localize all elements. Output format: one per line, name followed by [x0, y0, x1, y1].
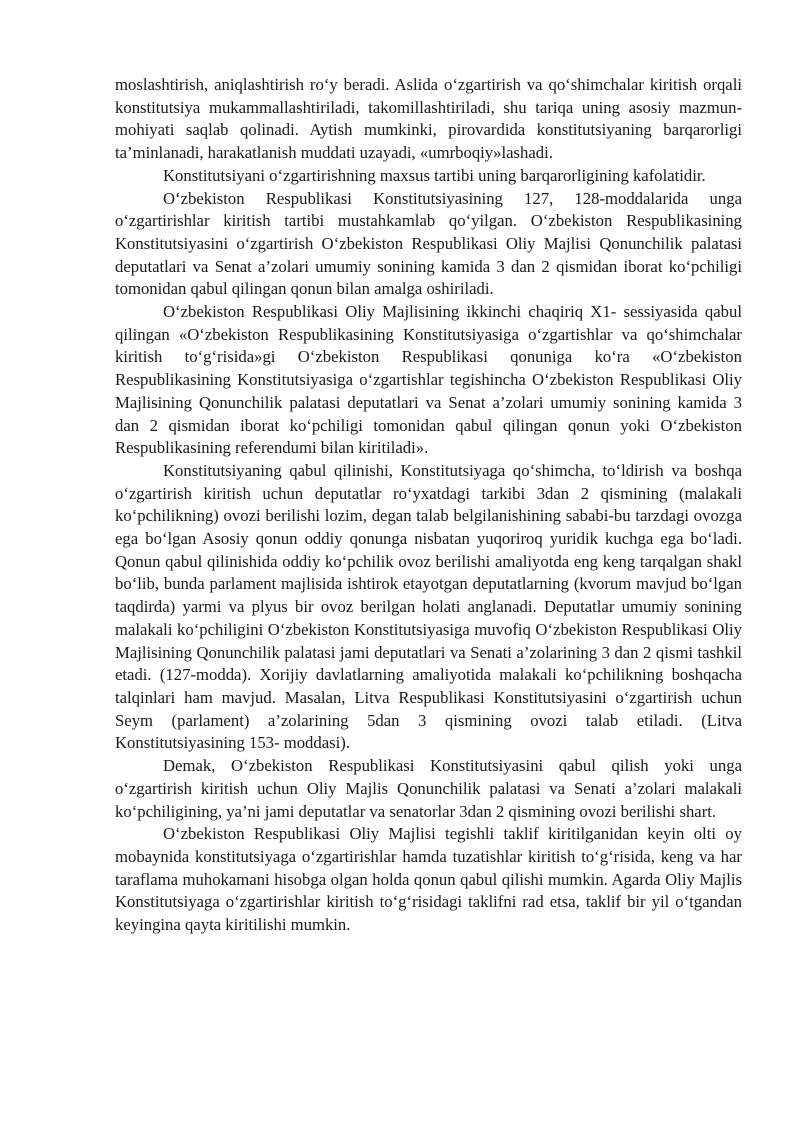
paragraph-7: O‘zbekiston Respublikasi Oliy Majlisi tegishli taklif kiritilganidan keyin olti oy mobaynida konstitutsiyaga o‘zgartirishlar hamda tuzatishlar kiritish to‘g‘risida, keng va har taraflama muhokamani hisobga olgan holda qonun qabul qilishi mumkin. Agarda Oliy Majlis Konstitutsiyaga o‘zgartirishlar kiritish to‘g‘risidagi taklifni rad etsa, taklif bir yil o‘tgandan keyingina qayta kiritilishi mumkin. — [115, 824, 742, 935]
paragraph-5: Konstitutsiyaning qabul qilinishi, Konstitutsiyaga qo‘shimcha, to‘ldirish va boshqa o‘zgartirish kiritish uchun deputatlar ro‘yxatdagi tarkibi 3dan 2 qismining (malakali ko‘pchilikning) ovozi berilishi lozim, degan talab belgilanishining sababi-bu tarzdagi ovozga ega bo‘lgan Asosiy qonun oddiy qonunga nisbatan yuqoriroq yuridik kuchga ega bo‘ladi. Qonun qabul qilinishida oddiy ko‘pchilik ovoz berilishi amaliyotda eng keng tarqalgan shakl bo‘lib, bunda parlament majlisida ishtirok etayotgan deputatlarning (kvorum mavjud bo‘lgan taqdirda) yarmi va plyus bir ovoz berilgan holati anglanadi. Deputatlar umumiy sonining malakali ko‘pchiligini O‘zbekiston Konstitutsiyasiga muvofiq O‘zbekiston Respublikasi Oliy Majlisining Qonunchilik palatasi jami deputatlari va Senati a’zolarining 3 dan 2 qismi tashkil etadi. (127-modda). Xorijiy davlatlarning amaliyotida malakali ko‘pchilikning boshqacha talqinlari ham mavjud. Masalan, Litva Respublikasi Konstitutsiyasini o‘zgartirish uchun Seym (parlament) a’zolarining 5dan 3 qismining ovozi talab etiladi. (Litva Konstitutsiyasining 153- moddasi). — [115, 460, 742, 753]
paragraph-2: Konstitutsiyani o‘zgartirishning maxsus tartibi uning barqarorligining kafolatidir. — [163, 165, 706, 185]
paragraph-3: O‘zbekiston Respublikasi Konstitutsiyasining 127, 128-moddalarida unga o‘zgartirishlar kiritish tartibi mustahkamlab qo‘yilgan. O‘zbekiston Respublikasining Konstitutsiyasini o‘zgartirish O‘zbekiston Respublikasi Oliy Majlisi Qonunchilik palatasi deputatlari va Senat a’zolari umumiy sonining kamida 3 dan 2 qismidan iborat ko‘pchiligi tomonidan qabul qilingan qonun bilan amalga oshiriladi. — [115, 188, 742, 299]
paragraph-6: Demak, O‘zbekiston Respublikasi Konstitutsiyasini qabul qilish yoki unga o‘zgartirish kiritish uchun Oliy Majlis Qonunchilik palatasi va Senati a’zolari malakali ko‘pchiligining, ya’ni jami deputatlar va senatorlar 3dan 2 qismining ovozi berilishi shart. — [115, 756, 742, 821]
paragraph-4: O‘zbekiston Respublikasi Oliy Majlisining ikkinchi chaqiriq X1- sessiyasida qabul qilingan «O‘zbekiston Respublikasining Konstitutsiyasiga o‘zgartishlar va qo‘shimchalar kiritish to‘g‘risida»gi O‘zbekiston Respublikasi qonuniga ko‘ra «O‘zbekiston Respublikasining Konstitutsiyasiga o‘zgartishlar tegishincha O‘zbekiston Respublikasi Oliy Majlisining Qonunchilik palatasi deputatlari va Senat a’zolari umumiy sonining kamida 3 dan 2 qismidan iborat ko‘pchiligi tomonidan qabul qilingan qonun yoki O‘zbekiston Respublikasining referendumi bilan kiritiladi». — [115, 302, 742, 458]
paragraph-1: moslashtirish, aniqlashtirish ro‘y beradi. Aslida o‘zgartirish va qo‘shimchalar kiritish orqali konstitutsiya mukammallashtiriladi, takomillashtiriladi, shu tariqa uning asosiy mazmun-mohiyati saqlab qolinadi. Aytish mumkinki, pirovardida konstitutsiyaning barqarorligi ta’minlanadi, harakatlanish muddati uzayadi, «umrboqiy»lashadi. — [115, 75, 742, 163]
document-page — [115, 74, 742, 937]
